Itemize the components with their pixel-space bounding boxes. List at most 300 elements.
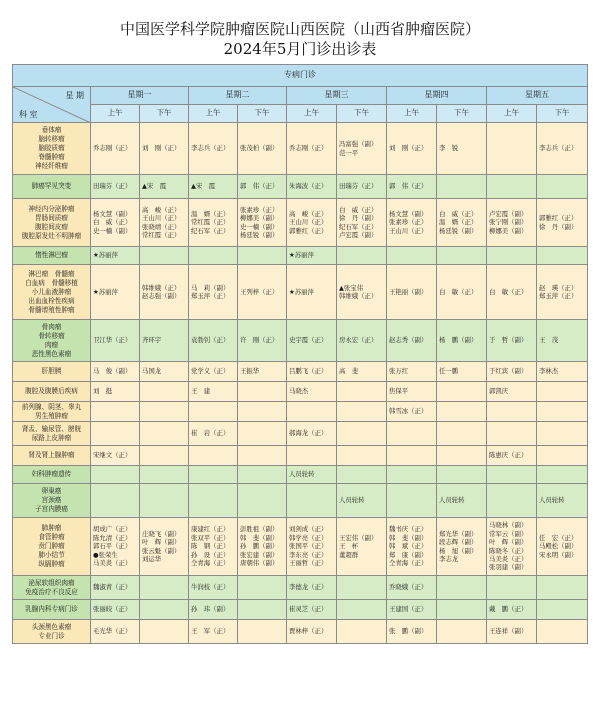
clinic-slot [189, 422, 238, 446]
clinic-slot [140, 362, 189, 382]
clinic-slot [91, 446, 140, 466]
page-title: 中国医学科学院肿瘤医院山西医院（山西省肿瘤医院） [119, 20, 480, 38]
doctor-name: ★苏丽萍 [93, 251, 118, 260]
doctor-name: 赵 瑛（正） [539, 283, 578, 292]
clinic-slot [387, 422, 437, 446]
department-name: 出血血栓性疾病 [28, 296, 75, 305]
clinic-slot [437, 123, 487, 175]
department-name: 骨肉瘤 [41, 322, 62, 331]
department-cell [13, 247, 91, 265]
clinic-slot [189, 466, 238, 484]
doctor-name: 王山川（正） [142, 214, 181, 223]
doctor-name: 段志辉（副） [439, 538, 478, 547]
doctor-name: 温 婿（正） [439, 218, 478, 227]
schedule-row [13, 199, 588, 247]
department-name: 神经纤维瘤 [35, 162, 68, 170]
clinic-slot [387, 484, 437, 518]
clinic-slot [387, 576, 437, 600]
pm-header: 下午 [537, 105, 588, 123]
department-cell [13, 518, 91, 576]
doctor-name: 纪石军（正） [191, 226, 230, 235]
clinic-slot [189, 265, 238, 320]
doctor-name: ▲宋 霞 [191, 182, 216, 191]
clinic-slot [437, 382, 487, 402]
day-header: 星期一 [91, 87, 189, 105]
department-name: 妇科肿瘤遗传 [31, 470, 72, 478]
clinic-slot [537, 382, 588, 402]
schedule-row [13, 576, 588, 600]
department-cell [13, 576, 91, 600]
clinic-slot [91, 484, 140, 518]
doctor-name: 唐朝伟（副） [240, 559, 279, 568]
doctor-name: 魏书庆（正） [389, 525, 428, 534]
doctor-name: 庄晓飞（副） [142, 529, 181, 538]
doctor-name: 张国平（正） [289, 542, 328, 551]
clinic-slot [487, 247, 537, 265]
department-name: 腹腔间皮瘤 [35, 222, 68, 231]
doctor-name: 王山川（正） [289, 218, 328, 227]
doctor-name: 叶 辉（副） [142, 538, 181, 547]
doctor-name: 常红霞（正） [142, 230, 181, 239]
doctor-name: 崔灵芝（正） [289, 605, 328, 614]
clinic-slot [487, 362, 537, 382]
doctor-name: 冯富强（副） [339, 140, 378, 149]
doctor-name: 郝海龙（正） [289, 429, 328, 438]
clinic-slot [387, 382, 437, 402]
doctor-name: 高 斐 [339, 367, 359, 376]
doctor-name: 胡成广（正） [93, 525, 132, 534]
schedule-row [13, 247, 588, 265]
department-name: 泌尿软组织肉瘤 [28, 578, 75, 587]
doctor-name: 王连祥（副） [489, 627, 528, 636]
department-name: 淋巴瘤 骨髓瘤 [28, 269, 75, 278]
doctor-name: 张羽建（副） [489, 563, 528, 572]
clinic-slot [387, 466, 437, 484]
clinic-slot [537, 199, 588, 247]
doctor-name: 陈允清（正） [93, 533, 132, 542]
doctor-name: 董超群 [339, 550, 359, 559]
department-cell [13, 422, 91, 446]
schedule-row [13, 175, 588, 199]
clinic-slot [140, 175, 189, 199]
clinic-slot [189, 362, 238, 382]
clinic-slot [387, 265, 437, 320]
department-name: 脊髓肿瘤 [38, 153, 65, 161]
am-header: 上午 [189, 105, 238, 123]
clinic-slot [437, 576, 487, 600]
department-name: 白血病 骨髓移植 [25, 278, 78, 287]
clinic-slot [437, 320, 487, 362]
corner-dept-label: 科 室 [19, 109, 38, 119]
schedule-row [13, 446, 588, 466]
day-header: 星期五 [487, 87, 588, 105]
department-name: 肾盂、输尿管、膀胱 [21, 424, 82, 433]
doctor-name: 乔晓娥（正） [389, 583, 428, 592]
clinic-slot [91, 422, 140, 446]
clinic-slot [537, 265, 588, 320]
doctor-name: 彭胜祖（副） [240, 525, 279, 534]
doctor-name: 王 建 [191, 387, 211, 396]
clinic-slot [140, 620, 189, 644]
department-cell [13, 402, 91, 422]
day-header: 星期二 [189, 87, 287, 105]
clinic-slot [91, 518, 140, 576]
clinic-slot [238, 199, 287, 247]
corner-header [13, 87, 91, 123]
clinic-slot [189, 518, 238, 576]
clinic-slot [337, 422, 387, 446]
clinic-slot [487, 382, 537, 402]
doctor-name: 房永宏（正） [339, 336, 378, 345]
am-header: 上午 [287, 105, 337, 123]
schedule-table [12, 64, 588, 644]
clinic-slot [140, 247, 189, 265]
doctor-name: 卫江华（正） [93, 336, 132, 345]
doctor-name: 杨廷锐（副） [439, 226, 478, 235]
clinic-slot [537, 576, 588, 600]
clinic-slot [287, 175, 337, 199]
am-header: 上午 [387, 105, 437, 123]
clinic-slot [537, 446, 588, 466]
doctor-name: 范一平 [339, 148, 359, 157]
clinic-slot [337, 247, 387, 265]
department-name: 肉瘤 [44, 340, 59, 349]
clinic-slot [487, 446, 537, 466]
doctor-name: 杨文慧（副） [389, 209, 428, 218]
doctor-name: 杨文慧（副） [93, 209, 132, 218]
clinic-slot [337, 362, 387, 382]
clinic-slot [238, 362, 287, 382]
department-name: 肺小结节 [38, 551, 65, 559]
department-name: 脑胶质瘤 [38, 144, 65, 152]
doctor-name: 任一鹏 [439, 367, 459, 376]
doctor-name: 刘 刚（正） [142, 144, 181, 153]
doctor-name: 陈 钢（正） [191, 542, 230, 551]
doctor-name: 韩维娥（正） [142, 283, 181, 292]
clinic-slot [91, 362, 140, 382]
clinic-slot [487, 422, 537, 446]
schedule-row [13, 620, 588, 644]
department-name: 前列腺、阴茎、睾丸 [21, 402, 82, 411]
doctor-name: 人员轮转 [339, 496, 365, 505]
clinic-slot [140, 484, 189, 518]
doctor-name: 郑玉萍（正） [191, 292, 230, 300]
clinic-slot [387, 620, 437, 644]
doctor-name: 康建红（正） [191, 525, 230, 534]
clinic-slot [337, 382, 387, 402]
doctor-name: 李东亮（正） [289, 550, 328, 559]
doctor-name: 杨 旭（副） [439, 546, 478, 555]
clinic-slot [238, 484, 287, 518]
department-cell [13, 446, 91, 466]
doctor-name: 崔 岩（正） [191, 429, 230, 438]
doctor-name: 张晓靖（正） [142, 222, 181, 231]
section-header: 专病门诊 [13, 65, 588, 87]
clinic-slot [437, 265, 487, 320]
clinic-slot [537, 320, 588, 362]
doctor-name: 王艳丽（副） [389, 287, 428, 296]
clinic-slot [437, 446, 487, 466]
department-cell [13, 265, 91, 320]
doctor-name: 吕鹏飞（正） [289, 367, 328, 376]
clinic-slot [238, 518, 287, 576]
clinic-slot [287, 600, 337, 620]
clinic-slot [140, 320, 189, 362]
doctor-name: 马殿松（副） [539, 542, 578, 551]
doctor-name: 柳娜美（副） [240, 214, 279, 223]
clinic-slot [437, 247, 487, 265]
doctor-name: 温 婿（正） [191, 209, 230, 218]
clinic-slot [189, 123, 238, 175]
department-name: 恶性黑色素瘤 [31, 349, 72, 358]
clinic-slot [287, 362, 337, 382]
doctor-name: 韩 斐（副） [240, 533, 279, 542]
department-name: 肺癌罕见突变 [31, 182, 72, 190]
clinic-slot [437, 620, 487, 644]
department-name: 贲门肿瘤 [38, 542, 65, 550]
schedule-row [13, 518, 588, 576]
clinic-slot [437, 484, 487, 518]
department-name: 食管肿瘤 [38, 533, 65, 541]
doctor-name: 许 刚（正） [240, 336, 279, 345]
clinic-slot [537, 362, 588, 382]
doctor-name: 杨 鹏（副） [439, 336, 478, 345]
doctor-name: 田瑞芬（正） [93, 182, 132, 191]
clinic-slot [91, 320, 140, 362]
department-name: 专业门诊 [38, 631, 65, 640]
department-name: 小儿血液肿瘤 [31, 287, 72, 296]
clinic-slot [140, 518, 189, 576]
doctor-name: 马 俊（副） [93, 367, 132, 376]
clinic-slot [437, 600, 487, 620]
clinic-slot [287, 320, 337, 362]
doctor-name: 郭石平（正） [93, 542, 132, 551]
doctor-name: 仝青海（正） [191, 559, 230, 568]
clinic-slot [189, 576, 238, 600]
doctor-name: 郭雅红（正） [539, 214, 578, 223]
department-name: 男生殖肿瘤 [35, 411, 68, 420]
clinic-slot [238, 446, 287, 466]
clinic-slot [437, 175, 487, 199]
department-cell [13, 175, 91, 199]
doctor-name: 张茂柏（副） [240, 144, 279, 153]
doctor-name: 李志兵（正） [191, 144, 230, 153]
doctor-name: 叶 辉（副） [489, 538, 528, 547]
clinic-slot [189, 175, 238, 199]
clinic-slot [537, 518, 588, 576]
doctor-name: 张丽皎（正） [93, 605, 132, 614]
doctor-name: 李林杰 [539, 367, 559, 376]
doctor-name: 郭 伟（正） [240, 182, 279, 191]
department-name: 卵巢癌 [41, 487, 62, 495]
clinic-slot [337, 466, 387, 484]
department-name: 垂体瘤 [41, 126, 62, 134]
clinic-slot [287, 265, 337, 320]
doctor-name: 宋继文（正） [93, 451, 132, 460]
clinic-slot [287, 199, 337, 247]
department-name: 头颈黑色素瘤 [31, 622, 72, 631]
doctor-name: ★苏丽萍 [289, 251, 314, 260]
clinic-slot [140, 466, 189, 484]
clinic-slot [91, 600, 140, 620]
clinic-slot [437, 422, 487, 446]
clinic-slot [238, 402, 287, 422]
clinic-slot [487, 466, 537, 484]
doctor-name: 陈晓冬（正） [489, 546, 528, 555]
doctor-name: 李德龙（正） [289, 583, 328, 592]
clinic-slot [189, 620, 238, 644]
clinic-slot [337, 402, 387, 422]
clinic-slot [487, 402, 537, 422]
clinic-slot [487, 620, 537, 644]
department-name: 胃肠间质瘤 [35, 213, 68, 222]
clinic-slot [91, 247, 140, 265]
clinic-slot [337, 484, 387, 518]
schedule-row [13, 466, 588, 484]
clinic-slot [189, 382, 238, 402]
doctor-name: ★苏丽萍 [93, 287, 118, 296]
clinic-slot [140, 402, 189, 422]
doctor-name: 孙 设（正） [191, 550, 230, 559]
clinic-slot [140, 600, 189, 620]
department-cell [13, 123, 91, 175]
department-name: 惰性淋巴瘤 [35, 251, 68, 259]
clinic-slot [337, 518, 387, 576]
clinic-slot [387, 247, 437, 265]
day-header: 星期四 [387, 87, 487, 105]
clinic-slot [91, 199, 140, 247]
doctor-name: 牛润枝（正） [191, 583, 230, 592]
department-name: 肾及肾上腺肿瘤 [28, 451, 75, 459]
doctor-name: ●张荣生 [93, 550, 118, 559]
day-header: 星期三 [287, 87, 387, 105]
clinic-slot [537, 484, 588, 518]
doctor-name: 孙 鹏（副） [240, 542, 279, 551]
clinic-slot [238, 382, 287, 402]
clinic-slot [140, 446, 189, 466]
doctor-name: 刘 挺 [93, 387, 113, 396]
clinic-slot [337, 175, 387, 199]
doctor-name: 马 莉（副） [191, 283, 230, 292]
clinic-slot [537, 620, 588, 644]
clinic-slot [189, 320, 238, 362]
clinic-slot [238, 247, 287, 265]
doctor-name: 戴 鹏（正） [489, 605, 528, 614]
clinic-slot [287, 484, 337, 518]
doctor-name: 张 鹏（副） [389, 627, 428, 636]
doctor-name: 宋永明（副） [539, 550, 578, 559]
clinic-slot [140, 123, 189, 175]
doctor-name: 于 哲（副） [489, 336, 528, 345]
department-name: 神经内分泌肿瘤 [28, 204, 75, 213]
clinic-slot [189, 402, 238, 422]
clinic-slot [287, 620, 337, 644]
doctor-name: 马国龙 [142, 367, 162, 376]
clinic-slot [140, 576, 189, 600]
doctor-name: 人员轮转 [539, 496, 565, 505]
doctor-name: 张宁刚（副） [489, 218, 528, 227]
doctor-name: 郭 伟（正） [389, 182, 428, 191]
clinic-slot [487, 600, 537, 620]
doctor-name: 任 宏（正） [539, 533, 578, 542]
clinic-slot [387, 320, 437, 362]
clinic-slot [387, 123, 437, 175]
clinic-slot [537, 466, 588, 484]
department-cell [13, 362, 91, 382]
schedule-row [13, 123, 588, 175]
clinic-slot [437, 199, 487, 247]
doctor-name: 朱海波（正） [289, 182, 328, 191]
doctor-name: 王振华 [240, 367, 260, 376]
schedule-row [13, 484, 588, 518]
clinic-slot [91, 382, 140, 402]
department-name: 免疫治疗不良反应 [25, 587, 78, 596]
doctor-name: 王宏伟（副） [339, 533, 378, 542]
doctor-name: 齐环宇 [142, 336, 162, 345]
clinic-slot [437, 466, 487, 484]
department-name: 脑转移瘤 [38, 135, 65, 143]
clinic-slot [189, 446, 238, 466]
clinic-slot [287, 247, 337, 265]
clinic-slot [537, 123, 588, 175]
clinic-slot [487, 320, 537, 362]
department-name: 骨髓增殖性肿瘤 [28, 305, 75, 314]
schedule-row [13, 362, 588, 382]
doctor-name: 史一楠（副） [240, 222, 279, 231]
doctor-name: 纪石军（正） [339, 222, 378, 231]
doctor-name: 魏淑青（正） [93, 583, 132, 592]
clinic-slot [238, 576, 287, 600]
department-name: 子宫内膜癌 [35, 505, 68, 513]
doctor-name: 杨廷锐（副） [240, 230, 279, 239]
department-name: 肺肿瘤 [41, 524, 62, 532]
doctor-name: 王 茂 [539, 336, 559, 345]
department-name: 腹腔原发灶不明肿瘤 [21, 231, 82, 240]
corner-weekday-label: 星 期 [65, 91, 84, 100]
clinic-slot [287, 123, 337, 175]
schedule-row [13, 422, 588, 446]
clinic-slot [238, 175, 287, 199]
clinic-slot [487, 199, 537, 247]
clinic-slot [91, 620, 140, 644]
doctor-name: 高 峻（正） [289, 209, 328, 218]
clinic-slot [140, 199, 189, 247]
doctor-name: 郭凯庆 [489, 387, 509, 396]
clinic-slot [487, 175, 537, 199]
clinic-slot [238, 466, 287, 484]
doctor-name: 刘 刚（正） [389, 144, 428, 153]
doctor-name: ▲宋 霞 [142, 182, 167, 191]
doctor-name: 韩 斐（副） [389, 533, 428, 542]
clinic-slot [387, 175, 437, 199]
doctor-name: 李 锐 [439, 144, 459, 153]
clinic-slot [487, 265, 537, 320]
clinic-slot [238, 123, 287, 175]
doctor-name: 张素珍（正） [240, 205, 279, 214]
clinic-slot [337, 320, 387, 362]
clinic-slot [537, 600, 588, 620]
doctor-name: 白 威（正） [339, 205, 378, 214]
doctor-name: 张素珍（正） [389, 218, 428, 227]
doctor-name: ★苏丽萍 [289, 287, 314, 296]
clinic-slot [287, 446, 337, 466]
doctor-name: 王列梓（正） [240, 287, 279, 296]
clinic-slot [189, 247, 238, 265]
doctor-name: 王丽哲（正） [289, 559, 328, 568]
clinic-slot [337, 600, 387, 620]
clinic-slot [487, 484, 537, 518]
clinic-slot [337, 620, 387, 644]
